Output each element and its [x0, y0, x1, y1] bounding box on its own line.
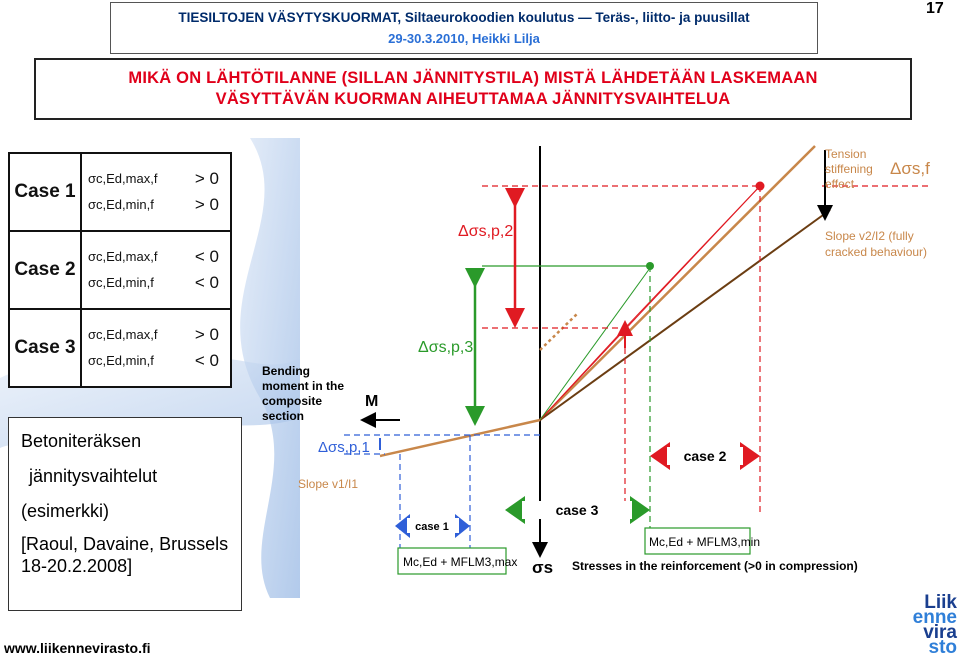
case1-max-cond: > 0 [194, 169, 219, 188]
case1-arrow [395, 514, 470, 538]
mc-min-label: Mc,Ed + MFLM3,min [649, 535, 761, 549]
case2-arrow [650, 442, 760, 470]
case-name-2: Case 2 [9, 231, 81, 309]
header-line1: TIESILTOJEN VÄSYTYSKUORMAT, Siltaeurokoodien koulutus — Teräs-, liitto- ja puusillat [178, 10, 750, 25]
stress-diagram [250, 138, 955, 588]
case2-max-label: σc,Ed,max,f [88, 249, 158, 264]
slope1-label: Slope v1/I1 [298, 477, 359, 491]
bending-label-1: Bending [262, 364, 310, 378]
case1-max-label: σc,Ed,max,f [88, 171, 158, 186]
mc-max-label: Mc,Ed + MFLM3,max [403, 555, 518, 569]
logo-line4: sto [928, 637, 957, 658]
tension-label-2: stiffening [825, 162, 873, 176]
red-point [756, 182, 765, 191]
bending-label-2: moment in the [262, 379, 345, 393]
case3-label: case 3 [555, 502, 599, 518]
case2-label: case 2 [683, 448, 727, 464]
liikennevirasto-logo [893, 592, 957, 659]
desc-reference: [Raoul, Davaine, Brussels 18-20.2.2008] [21, 534, 229, 576]
case-row-3 [9, 309, 231, 387]
case-name-3: Case 3 [9, 309, 81, 387]
tension-stiffening-line [540, 146, 815, 420]
case1-min-cond: > 0 [194, 195, 219, 214]
slope-line-1 [380, 420, 540, 456]
bending-label-3: composite [262, 394, 323, 408]
slope2-label-2: cracked behaviour) [825, 245, 928, 259]
case-name-1: Case 1 [9, 153, 81, 231]
tension-label-1: Tension [825, 147, 867, 161]
stress-axis-label: Stresses in the reinforcement (>0 in compression) [572, 559, 858, 573]
header-line2: 29-30.3.2010, Heikki Lilja [388, 31, 540, 46]
case-row-1 [9, 153, 231, 231]
case2-min-cond: < 0 [194, 273, 219, 292]
case1-label: case 1 [415, 521, 449, 533]
footer-url: www.liikennevirasto.fi [4, 640, 151, 656]
case-table [8, 152, 232, 388]
case3-min-cond: < 0 [194, 351, 219, 370]
red-line-2 [540, 328, 625, 420]
logo-line3: vira [923, 622, 957, 643]
delta-sp2-label: Δσs,p,2 [458, 223, 514, 240]
slide-title [34, 58, 912, 120]
green-line-1 [540, 268, 650, 420]
page-number: 17 [926, 0, 944, 17]
case3-arrow [505, 496, 650, 524]
logo-line2: enne [912, 607, 957, 628]
slope2-label-1: Slope v2/I2 (fully [825, 229, 914, 243]
case3-min-label: σc,Ed,min,f [88, 353, 154, 368]
dotted-line [540, 313, 578, 350]
logo-line1: Liik [924, 592, 957, 613]
case3-max-cond: > 0 [194, 325, 219, 344]
case-row-2 [9, 231, 231, 309]
delta-sf-label: Δσs,f [890, 159, 930, 178]
case3-max-label: σc,Ed,max,f [88, 327, 158, 342]
case1-min-label: σc,Ed,min,f [88, 197, 154, 212]
title-line1: MIKÄ ON LÄHTÖTILANNE (SILLAN JÄNNITYSTILA) MISTÄ LÄHDETÄÄN LASKEMAAN [128, 69, 818, 87]
delta-sp1-label: Δσs,p,1 [318, 439, 370, 456]
desc-line3: (esimerkki) [21, 501, 109, 521]
red-line-3 [625, 186, 760, 328]
description-box [8, 417, 242, 611]
bending-label-4: section [262, 409, 305, 423]
green-point [646, 262, 654, 270]
axis-s-label: σs [532, 558, 554, 577]
axis-m-label: M [365, 393, 379, 410]
desc-line2: jännitysvaihtelut [29, 466, 158, 486]
delta-sp3-label: Δσs,p,3 [418, 339, 474, 356]
title-line2: VÄSYTTÄVÄN KUORMAN AIHEUTTAMAA JÄNNITYSVAIHTELUA [215, 90, 731, 108]
case2-max-cond: < 0 [194, 247, 219, 266]
desc-line1: Betoniteräksen [21, 431, 142, 451]
case2-min-label: σc,Ed,min,f [88, 275, 154, 290]
tension-label-3: effect [825, 177, 855, 191]
header-box [110, 2, 818, 54]
slope-line-2 [540, 210, 830, 420]
